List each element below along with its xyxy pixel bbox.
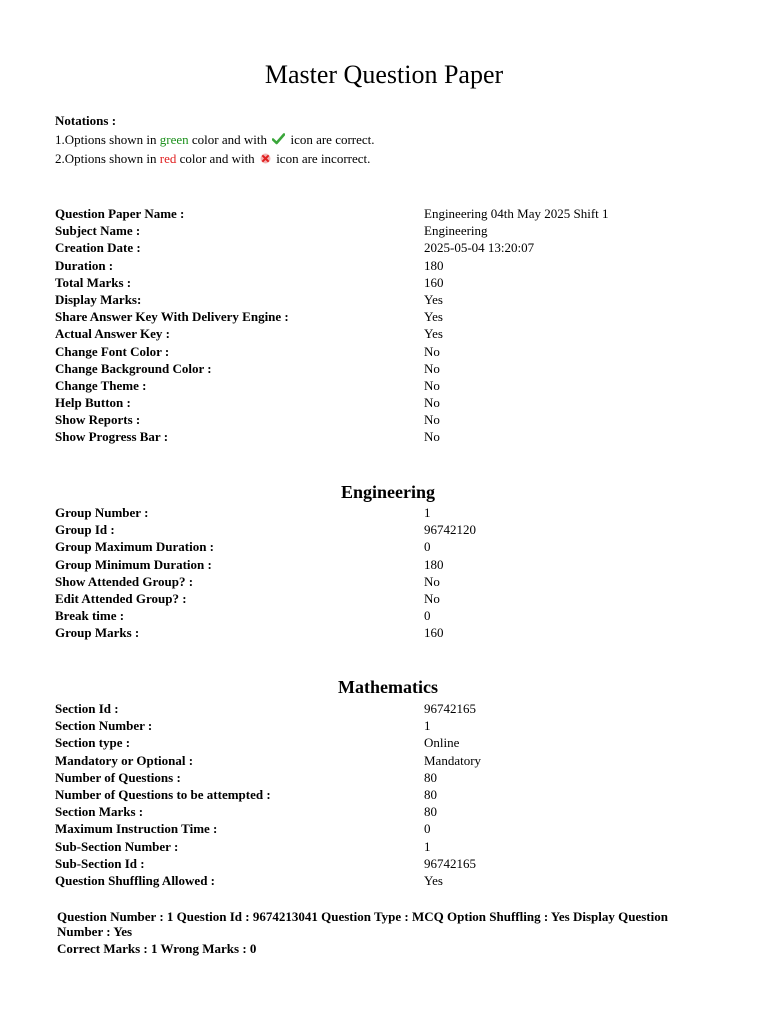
detail-row (55, 428, 735, 445)
detail-label: Group Marks : (55, 625, 140, 641)
group-title: Engineering (340, 482, 435, 502)
detail-row (55, 291, 735, 308)
detail-label: Mandatory or Optional : (55, 752, 194, 768)
detail-value: No (424, 343, 440, 359)
detail-label: Show Progress Bar : (55, 429, 169, 445)
detail-value: No (424, 590, 440, 606)
detail-row (55, 607, 735, 624)
detail-value: Online (424, 735, 460, 751)
detail-label: Subject Name : (55, 223, 141, 239)
detail-value: 1 (424, 838, 431, 854)
group-details-table (55, 504, 735, 642)
detail-row (55, 504, 735, 521)
detail-row (55, 538, 735, 555)
detail-row (55, 872, 735, 889)
detail-label: Number of Questions : (55, 769, 181, 785)
detail-row (55, 394, 735, 411)
notation-line-incorrect (55, 150, 375, 170)
notation-text: icon are correct. (287, 131, 375, 147)
detail-label: Help Button : (55, 395, 131, 411)
detail-row (55, 803, 735, 820)
detail-label: Display Marks: (55, 291, 142, 307)
section-details-table (55, 700, 735, 889)
check-icon (272, 132, 285, 151)
detail-value: 160 (424, 625, 444, 641)
detail-value: No (424, 395, 440, 411)
detail-label: Group Id : (55, 522, 115, 538)
detail-row (55, 222, 735, 239)
detail-label: Duration : (55, 257, 114, 273)
detail-row (55, 325, 735, 342)
detail-value: No (424, 360, 440, 376)
detail-row (55, 308, 735, 325)
detail-label: Question Shuffling Allowed : (55, 872, 216, 888)
detail-label: Creation Date : (55, 240, 141, 256)
detail-row (55, 411, 735, 428)
detail-value: Mandatory (424, 752, 482, 768)
detail-value: 96742165 (424, 701, 476, 716)
detail-label: Change Theme : (55, 377, 147, 393)
detail-row (55, 205, 735, 222)
detail-row (55, 855, 735, 872)
detail-value: 0 (424, 608, 431, 624)
detail-label: Question Paper Name : (55, 206, 185, 221)
detail-row (55, 624, 735, 641)
notation-line-correct (55, 131, 375, 151)
red-word: red (159, 151, 177, 166)
detail-value: 96742120 (424, 522, 476, 538)
detail-value: Engineering (424, 223, 488, 239)
detail-row (55, 343, 735, 360)
detail-row (55, 274, 735, 291)
detail-value: No (424, 573, 440, 589)
detail-label: Show Attended Group? : (55, 573, 194, 589)
detail-label: Group Maximum Duration : (55, 539, 215, 555)
detail-value: No (424, 429, 440, 445)
detail-row (55, 717, 735, 734)
detail-label: Sub-Section Id : (55, 855, 145, 871)
detail-row (55, 556, 735, 573)
detail-row (55, 734, 735, 751)
detail-label: Change Background Color : (55, 360, 212, 376)
detail-value: 80 (424, 769, 437, 785)
detail-value: 1 (424, 505, 431, 520)
detail-value: Yes (424, 309, 443, 325)
detail-value: 180 (424, 257, 444, 273)
detail-label: Group Minimum Duration : (55, 556, 212, 572)
detail-label: Maximum Instruction Time : (55, 821, 218, 837)
detail-value: 180 (424, 556, 444, 572)
detail-value: No (424, 412, 440, 428)
detail-row (55, 769, 735, 786)
notation-text: color and with (188, 131, 271, 147)
detail-row (55, 360, 735, 377)
detail-row (55, 752, 735, 769)
detail-value: 1 (424, 718, 431, 734)
notation-text: 2.Options shown in (55, 151, 160, 166)
green-word: green (159, 131, 189, 147)
detail-label: Actual Answer Key : (55, 326, 170, 342)
notations-block (55, 112, 375, 170)
detail-value: Yes (424, 326, 443, 342)
cross-icon (260, 151, 271, 170)
page-title: Master Question Paper (264, 60, 504, 89)
detail-label: Group Number : (55, 505, 149, 520)
detail-row (55, 700, 735, 717)
detail-value: 0 (424, 539, 431, 555)
notations-heading: Notations : (55, 113, 117, 128)
notation-text: 1.Options shown in (55, 131, 160, 147)
detail-row (55, 573, 735, 590)
detail-row (55, 590, 735, 607)
detail-row (55, 377, 735, 394)
detail-row (55, 257, 735, 274)
detail-label: Sub-Section Number : (55, 838, 179, 854)
detail-label: Section Number : (55, 718, 153, 734)
detail-label: Share Answer Key With Delivery Engine : (55, 309, 289, 325)
detail-row (55, 838, 735, 855)
detail-label: Total Marks : (55, 274, 132, 290)
detail-label: Section type : (55, 735, 131, 751)
detail-row (55, 521, 735, 538)
detail-value: 96742165 (424, 855, 476, 871)
detail-value: Yes (424, 872, 443, 888)
detail-label: Change Font Color : (55, 343, 170, 359)
detail-label: Number of Questions to be attempted : (55, 786, 271, 802)
detail-label: Break time : (55, 608, 125, 624)
detail-value: No (424, 377, 440, 393)
detail-label: Section Marks : (55, 804, 144, 820)
detail-value: 2025-05-04 13:20:07 (424, 240, 535, 256)
question-header (57, 909, 697, 956)
detail-label: Edit Attended Group? : (55, 590, 187, 606)
detail-value: Engineering 04th May 2025 Shift 1 (424, 206, 609, 221)
detail-value: 80 (424, 786, 437, 802)
paper-details-table (55, 205, 735, 446)
notation-text: icon are incorrect. (272, 151, 371, 166)
detail-value: Yes (424, 291, 443, 307)
detail-row (55, 786, 735, 803)
detail-value: 0 (424, 821, 431, 837)
detail-row (55, 239, 735, 256)
question-marks: Correct Marks : 1 Wrong Marks : 0 (57, 941, 257, 956)
detail-row (55, 820, 735, 837)
question-meta: Question Number : 1 Question Id : 9674213041 Question Type : MCQ Option Shuffling : Yes Display Question Number : Yes (57, 909, 668, 939)
section-title: Mathematics (338, 677, 438, 697)
detail-value: 80 (424, 804, 437, 820)
detail-label: Section Id : (55, 701, 119, 716)
notation-text: color and with (176, 151, 258, 166)
detail-value: 160 (424, 274, 444, 290)
detail-label: Show Reports : (55, 412, 141, 428)
